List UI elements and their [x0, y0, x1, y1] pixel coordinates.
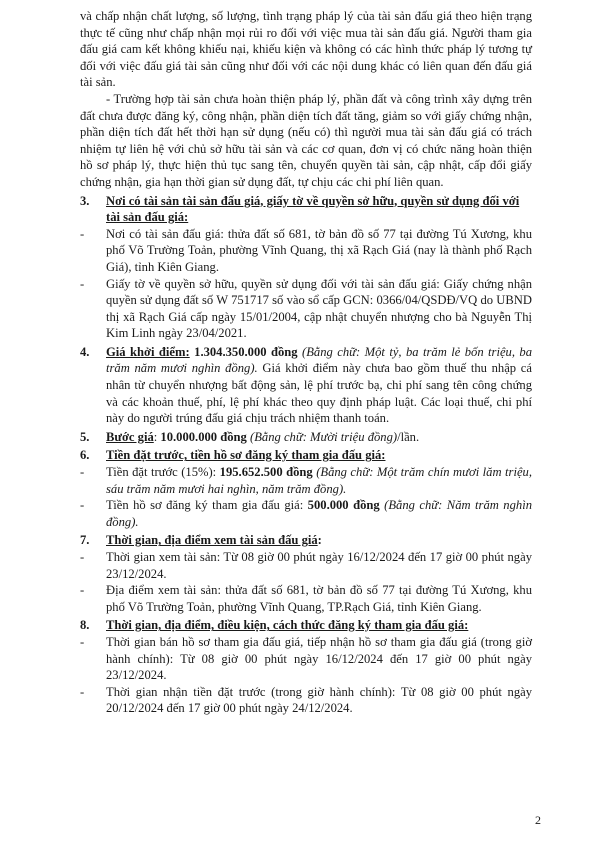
bid-step-suffix: /lần.	[397, 429, 420, 444]
fee-value: 500.000 đồng	[307, 498, 380, 513]
fee-label: Tiền hồ sơ đăng ký tham gia đấu giá:	[106, 498, 304, 513]
starting-price-note: Giá khởi điểm này chưa bao gồm thuế thu nhập cá nhân từ chuyển nhượng bất động sản, lệ phí trước bạ, chi phí sang tên công chứng và các khoản thuế, phí, lệ phí khác theo quy định pháp luật. Các loại thuế, chi phí này do người trúng đấu giá chịu trách nhiệm thanh toán.	[106, 361, 532, 426]
starting-price-words: (Bằng chữ: Một tỷ, ba trăm lẻ bốn triệu, ba trăm năm mươi nghìn đồng).	[106, 344, 533, 376]
deposit-words: (Bằng chữ: Một trăm chín mươi lăm triệu, sáu trăm năm mươi hai nghìn, năm trăm đồng).	[106, 465, 532, 496]
bullet-dash: -	[80, 550, 85, 564]
section-3-number: 3.	[80, 193, 90, 208]
bullet-text	[106, 464, 532, 497]
section-8-title: Thời gian, địa điểm, điều kiện, cách thức đăng ký tham gia đấu giá:	[106, 618, 469, 633]
bid-step-value: 10.000.000 đồng	[160, 429, 247, 444]
section-4-number: 4.	[80, 344, 90, 359]
section-8-bullet-deposit-time	[80, 684, 532, 717]
bullet-text: Thời gian xem tài sản: Từ 08 giờ 00 phút ngày 16/12/2024 đến 17 giờ 00 phút ngày 23/12/2024.	[106, 550, 532, 581]
section-5-bid-step	[80, 429, 532, 446]
bullet-text	[106, 497, 532, 530]
bullet-dash: -	[80, 226, 85, 241]
page-number: 2	[535, 813, 541, 827]
bullet-text: Giấy tờ về quyền sở hữu, quyền sử dụng đối với tài sản đấu giá: Giấy chứng nhận quyền sử dụng đất số W 751717 số vào sổ cấp GCN: 0366/04/QSDĐ/VQ do UBND thị xã Rạch Giá cấp ngày 15/01/2004, cập nhật chuyển nhượng cho bà Nguyễn Thị Kim Linh ngày 23/04/2021.	[106, 276, 532, 341]
bullet-text: Thời gian bán hồ sơ tham gia đấu giá, tiếp nhận hồ sơ tham gia đấu giá (trong giờ hành chính): Từ 08 giờ 00 phút ngày 16/12/2024 đến 17 giờ 00 phút ngày 23/12/2024.	[106, 634, 532, 683]
section-7-title-wrap	[106, 532, 532, 549]
bullet-dash: -	[80, 684, 85, 699]
section-6-title: Tiền đặt trước, tiền hồ sơ đăng ký tham gia đấu giá:	[106, 448, 386, 463]
section-5-body	[106, 429, 532, 446]
bullet-text: Nơi có tài sản đấu giá: thửa đất số 681, tờ bản đồ số 77 tại đường Tú Xương, khu phố Võ Trường Toản, phường Vĩnh Quang, thị xã Rạch Giá (nay là thành phố Rạch Giá), tỉnh Kiên Giang.	[106, 226, 532, 274]
section-3-bullet-location	[80, 226, 532, 276]
section-7-bullet-place	[80, 582, 532, 615]
bullet-dash: -	[80, 465, 85, 480]
section-3-title: Nơi có tài sản tài sản đấu giá, giấy tờ về quyền sở hữu, quyền sử dụng đối với tài sản đấu giá:	[106, 193, 520, 225]
starting-price-value: 1.304.350.000 đồng	[194, 344, 298, 359]
section-6-bullet-deposit	[80, 464, 532, 497]
section-4-body	[106, 344, 532, 427]
section-5-label: Bước giá	[106, 429, 154, 444]
bullet-text: Địa điểm xem tài sản: thửa đất số 681, tờ bản đồ số 77 tại đường Tú Xương, khu phố Võ Trường Toản, phường Vĩnh Quang, TP.Rạch Giá, tỉnh Kiên Giang.	[106, 583, 532, 614]
section-4-starting-price	[80, 344, 532, 427]
document-body	[80, 8, 532, 717]
bullet-dash: -	[80, 583, 85, 598]
section-7-title: Thời gian, địa điểm xem tài sản đấu giá	[106, 533, 318, 548]
section-7-number: 7.	[80, 533, 90, 548]
deposit-label: Tiền đặt trước (15%):	[106, 465, 217, 480]
section-5-number: 5.	[80, 429, 90, 444]
bid-step-words: (Bằng chữ: Mười triệu đồng)	[250, 429, 398, 444]
section-7-colon: :	[317, 533, 322, 548]
bullet-dash: -	[80, 498, 85, 513]
section-6-heading	[80, 447, 532, 464]
section-7-heading	[80, 532, 532, 549]
section-8-number: 8.	[80, 618, 90, 633]
section-8-heading	[80, 617, 532, 634]
section-4-label: Giá khởi điểm:	[106, 344, 190, 359]
bullet-text: Thời gian nhận tiền đặt trước (trong giờ hành chính): Từ 08 giờ 00 phút ngày 20/12/2024 đến 17 giờ 00 phút ngày 24/12/2024.	[106, 684, 532, 716]
fee-words: (Bằng chữ: Năm trăm nghìn đồng).	[106, 498, 532, 529]
section-3-heading	[80, 193, 532, 226]
section-6-number: 6.	[80, 448, 90, 463]
section-3-bullet-documents	[80, 276, 532, 342]
section-8-bullet-dossier	[80, 634, 532, 684]
bullet-dash: -	[80, 276, 85, 291]
bullet-dash: -	[80, 634, 85, 649]
deposit-value: 195.652.500 đồng	[219, 465, 313, 480]
section-6-bullet-fee	[80, 497, 532, 530]
section-7-bullet-time	[80, 549, 532, 582]
section-5-colon: :	[153, 429, 158, 444]
intro-paragraph-2: - Trường hợp tài sản chưa hoàn thiện pháp lý, phần đất và công trình xây dựng trên đất chưa được đăng ký, công nhận, phần diện tích đất tăng, giảm so với giấy chứng nhận, phần diện tích đất hết thời hạn sử dụng (nếu có) thì người mua tài sản đấu giá có trách nhiệm tự liên hệ với chủ sở hữu tài sản và các cơ quan, đơn vị có chức năng hoàn thiện hồ sơ pháp lý, thực hiện thủ tục sang tên, chuyển quyền tài sản, cập nhật, cấp đổi giấy chứng nhận, gia hạn thời gian sử dụng đất, tự chịu các chi phí liên quan.	[80, 91, 532, 189]
intro-paragraph-1: và chấp nhận chất lượng, số lượng, tình trạng pháp lý của tài sản đấu giá theo hiện trạng thực tế cũng như chấp nhận mọi rủi ro đối với việc mua tài sản đấu giá. Người tham gia đấu giá cam kết không khiếu nại, khiếu kiện và không có các hình thức pháp lý tương tự đối với việc đấu giá tài sản cũng như đối với các nội dung khác có liên quan đến đấu giá tài sản.	[80, 9, 532, 90]
